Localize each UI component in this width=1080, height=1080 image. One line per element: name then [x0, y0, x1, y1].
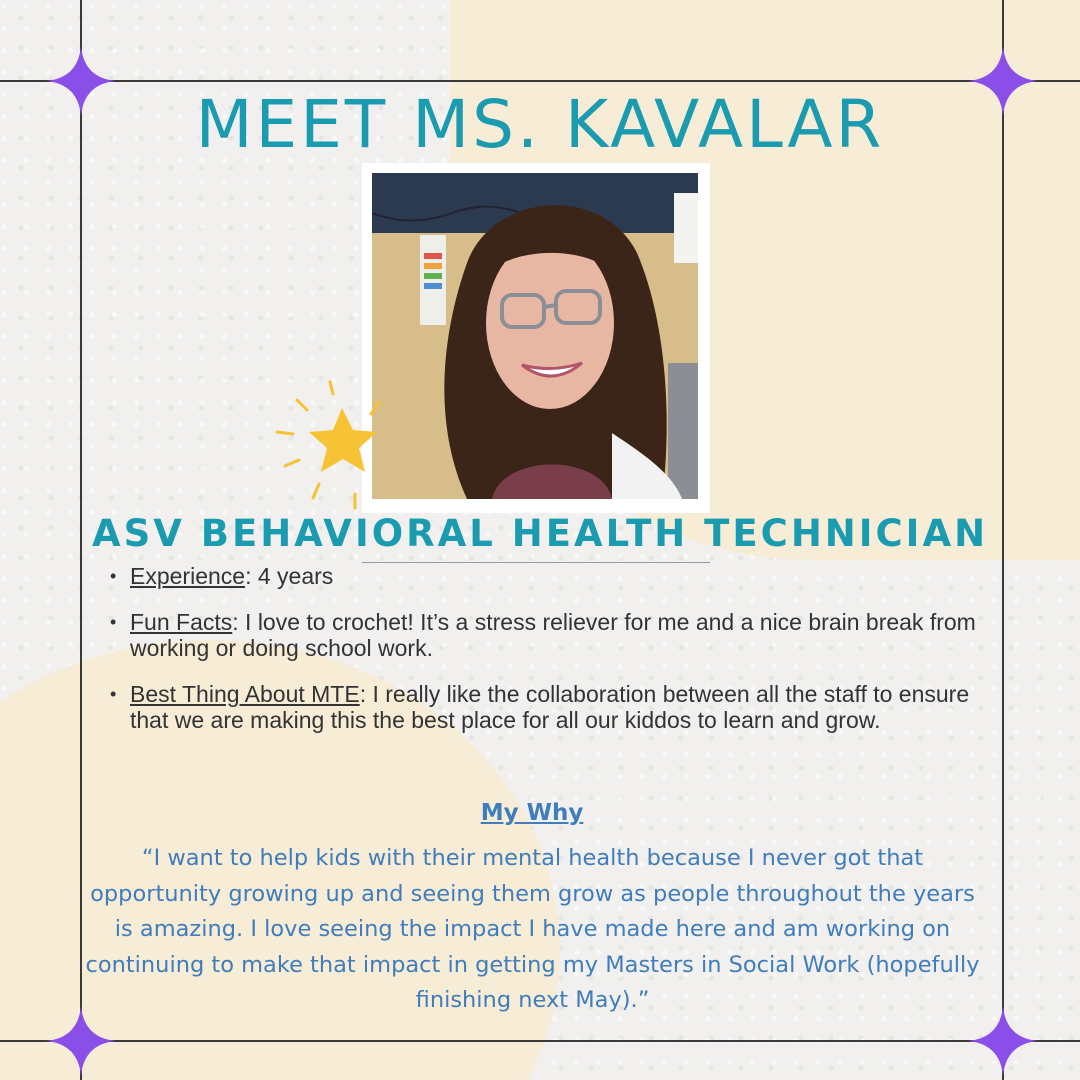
my-why-quote: “I want to help kids with their mental health because I never got that opportunity growing up and seeing them grow as people throughout the years is amazing. I love seeing the impact I have made here and am working on continuing to make that impact in getting my Masters in Social Work (hopefully finishing next May).”	[85, 845, 980, 1013]
fact-text: : I really like the collaboration between all the staff to ensure that we are making this the best place for all our kiddos to learn and grow.	[130, 681, 970, 733]
my-why-heading: My Why	[480, 800, 584, 826]
fact-label: Experience	[130, 563, 246, 589]
star-icon	[275, 380, 395, 510]
list-item	[108, 609, 988, 661]
frame-line-top	[0, 80, 1080, 82]
fact-text: : 4 years	[245, 563, 334, 589]
list-item	[108, 681, 988, 733]
fact-list	[108, 563, 988, 753]
fact-text: : I love to crochet! It’s a stress reliever for me and a nice brain break from working or doing school work.	[130, 609, 976, 661]
fact-label: Best Thing About MTE	[130, 681, 360, 707]
list-item	[108, 563, 988, 589]
fact-label: Fun Facts	[130, 609, 233, 635]
page-title: MEET MS. KAVALAR	[195, 86, 885, 163]
frame-line-bottom	[0, 1040, 1080, 1042]
profile-photo	[372, 173, 698, 499]
profile-photo-frame	[362, 163, 710, 513]
job-title: ASV BEHAVIORAL HEALTH TECHNICIAN	[91, 512, 989, 555]
